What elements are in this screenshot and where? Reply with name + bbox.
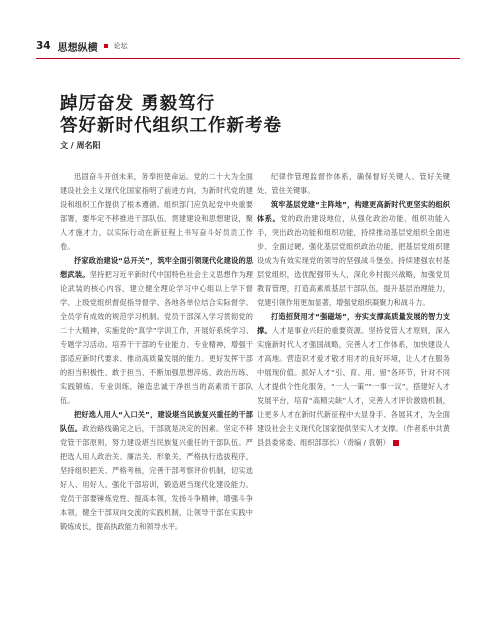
paragraph: 抒家政治建设“总开关”，筑牢全面引领现代化建设的思想武装。坚持把习近平新时代中国特色社会主义思想作为理论武装的核心内容，建立健全理论学习中心组以上学下督学、上级党组织督促指导督学、各地各单位结合实际督学、全员学有成效的规范学习机制。党员干部深入学习贯彻党的二十大精神，实施党的“真学”学训工作，开展好系统学习、专题学习活动。培养干干部的专业能力、专业精神，增强干部适应新时代要求、推动高质量发展的能力。更好发挥干部的担当积极性、敢于担当、不断加强思想淬炼、政治历练、实践锻炼、专业训练，锤造忠诚干净担当的高素质干部队伍。 (60, 256, 253, 405)
subsection-title: 论坛 (113, 42, 128, 50)
article-author: 文 / 周名阳 (60, 141, 101, 150)
paragraph: 迅固奋斗开创未来，务奉担使命运。党的二十大为全面建设社会主义现代化国家指明了前进方向，为新时代党的建设和组织工作提供了根本遵循。组织部门应负起党中央重要部署，要毕定不移推进干部队伍、贯建建设和思想建设，聚人才施才力，以实际行动在新征程上书写奋斗好员贡工作卷。 (60, 172, 253, 251)
section-dot (104, 44, 108, 48)
article-column-right (257, 170, 450, 450)
paragraph: 筑牢基层党建“主阵地”，构建更高新时代更坚实的组织体系。党的政治建设地位，从强化政治功能、组织功能入手，突出政治功能和组织功能，持续推动基层党组织全面进步、全面过硬。强化基层党组织政治功能，把基层党组织建设成为有效实现党的领导的坚强战斗堡垒。持续建强农村基层党组织，选优配强带头人，深化乡村振兴战略，加强党员教育管理，打造高素质基层干部队伍，提升基层治理能力，党建引领作用更加显著，增强党组织凝聚力和战斗力。 (257, 200, 450, 307)
section-title: 思想纵横 (57, 42, 98, 54)
paragraph: 把好选人用人“入口关”，建设堪当民族复兴重任的干部队伍。政治路线确定之后，干部就是决定的因素。坚定不移党管干部原则，努力建设堪当民族复兴重任的干部队伍。严把选人用人政治关、廉洁关、形象关，严格执行选拔程序，坚持组织把关、严格考核，完善干部考察评价机制，切实选好人、用好人。强化干部培训，锻造堪当现代化建设能力。党员干部要锤炼党性、提高本领，发扬斗争精神，增强斗争本领，健全干部双向交流的实践机制，让领导干部在实践中锻炼成长，提高执政能力和领导水平。 (60, 410, 253, 531)
paragraph: 打造招贤用才“强磁场”，夯实支撑高质量发展的智力支撑。人才是事业兴旺的重要资源。坚持党管人才原则，深入实施新时代人才强国战略，完善人才工作体系，加快建设人才高地。营造识才爱才敬才用才的良好环境，让人才在服务中展现价值。抓好人才“引、育、用、留”各环节，针对不同人才提供个性化服务，“一人一策”“一事一议”，搭建好人才发展平台，培育“高精尖缺”人才，完善人才评价激励机制，让更多人才在新时代新征程中大显身手、各展其才，为全面建设社会主义现代化国家提供坚实人才支撑。（作者系中共黄县县委常委、组织部部长）（责编 / 袁朝） (257, 312, 450, 447)
article-title-line-1: 踔厉奋发 勇毅笃行 (60, 94, 216, 114)
end-of-article-mark (393, 440, 399, 446)
page-number: 34 (36, 40, 51, 52)
article-column-left (60, 170, 253, 534)
header-rule (36, 58, 460, 59)
paragraph: 纪律作管理监督作体系，确保督好关键人、管好关键处、管住关键事。 (257, 172, 450, 195)
page-header (36, 38, 128, 54)
article-title-line-2: 答好新时代组织工作新考卷 (60, 116, 282, 136)
